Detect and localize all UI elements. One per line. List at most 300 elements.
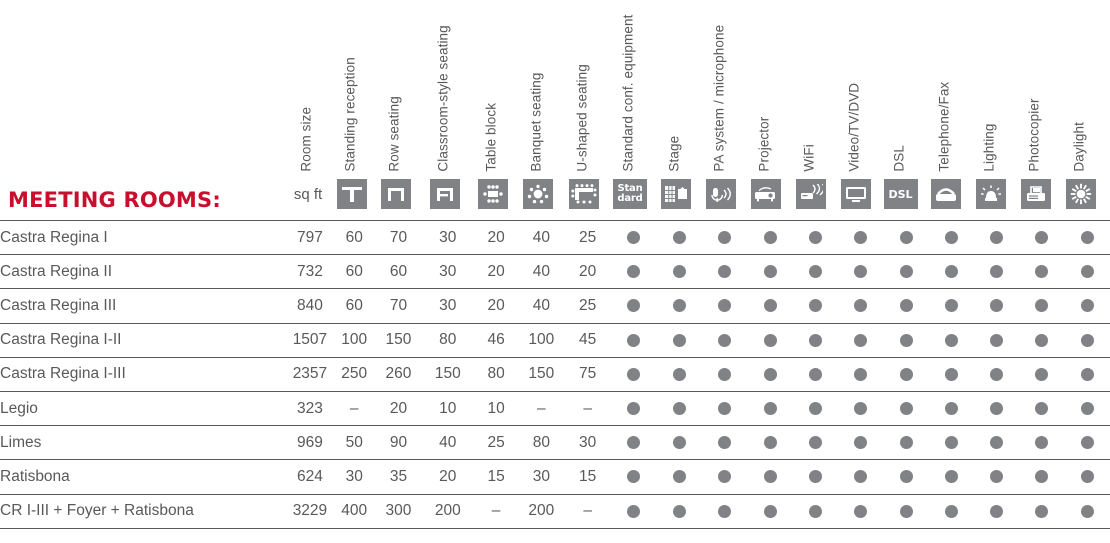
feature-dot-icon (1035, 368, 1048, 381)
cell-lighting (974, 391, 1019, 425)
cell-wifi (793, 460, 838, 494)
table-row (0, 255, 1110, 289)
cell-classroom: 30 (422, 221, 474, 255)
cell-standing: 60 (333, 221, 375, 255)
cell-wifi (793, 323, 838, 357)
cell-video (838, 391, 883, 425)
table-row (0, 289, 1110, 323)
feature-dot-icon (764, 368, 777, 381)
feature-dot-icon (1081, 470, 1094, 483)
room-name-cell: Castra Regina III (0, 289, 287, 323)
cell-phonefax (929, 289, 974, 323)
feature-dot-icon (900, 368, 913, 381)
cell-photocopier (1019, 323, 1064, 357)
cell-standing: – (333, 391, 375, 425)
cell-standing: 100 (333, 323, 375, 357)
cell-row: 60 (375, 255, 421, 289)
cell-pa (702, 494, 747, 528)
cell-classroom: 80 (422, 323, 474, 357)
cell-phonefax (929, 357, 974, 391)
room-name-cell: Castra Regina I-III (0, 357, 287, 391)
table-block-icon (478, 179, 508, 209)
cell-tableblock: 80 (474, 357, 518, 391)
cell-lighting (974, 221, 1019, 255)
feature-dot-icon (627, 299, 640, 312)
dsl-icon: DSL (884, 179, 918, 209)
cell-banquet: 30 (518, 460, 564, 494)
feature-dot-icon (900, 299, 913, 312)
feature-dot-icon (990, 334, 1003, 347)
table-row (0, 426, 1110, 460)
feature-dot-icon (945, 402, 958, 415)
cell-dsl (883, 391, 928, 425)
cell-daylight (1065, 391, 1110, 425)
feature-dot-icon (627, 265, 640, 278)
feature-dot-icon (627, 334, 640, 347)
cell-tableblock: 10 (474, 391, 518, 425)
cell-wifi (793, 391, 838, 425)
cell-wifi (793, 357, 838, 391)
telephone-fax-icon (931, 179, 961, 209)
cell-video (838, 426, 883, 460)
column-label-lighting: Lighting (981, 123, 997, 172)
feature-dot-icon (718, 334, 731, 347)
room-name-cell: Ratisbona (0, 460, 287, 494)
feature-dot-icon (673, 505, 686, 518)
cell-phonefax (929, 255, 974, 289)
feature-dot-icon (809, 265, 822, 278)
feature-dot-icon (764, 231, 777, 244)
cell-banquet: – (518, 391, 564, 425)
feature-dot-icon (673, 436, 686, 449)
table-row (0, 460, 1110, 494)
cell-row: 260 (375, 357, 421, 391)
cell-sqft: 840 (287, 289, 333, 323)
feature-dot-icon (673, 470, 686, 483)
column-icon-cell-photocopier (1013, 174, 1058, 214)
cell-lighting (974, 289, 1019, 323)
table-row (0, 357, 1110, 391)
cell-pa (702, 357, 747, 391)
cell-stdconf (611, 460, 657, 494)
feature-dot-icon (900, 265, 913, 278)
cell-video (838, 289, 883, 323)
feature-dot-icon (673, 299, 686, 312)
cell-photocopier (1019, 357, 1064, 391)
feature-dot-icon (990, 436, 1003, 449)
daylight-icon (1066, 179, 1096, 209)
table-row (0, 221, 1110, 255)
feature-dot-icon (673, 231, 686, 244)
cell-stage (657, 426, 702, 460)
column-icon-cell-daylight (1058, 174, 1103, 214)
cell-video (838, 494, 883, 528)
column-label-ushaped: U-shaped seating (574, 64, 590, 172)
feature-dot-icon (945, 334, 958, 347)
cell-stdconf (611, 426, 657, 460)
cell-standing: 60 (333, 255, 375, 289)
feature-dot-icon (809, 368, 822, 381)
cell-sqft: 3229 (287, 494, 333, 528)
cell-dsl (883, 289, 928, 323)
cell-ushaped: 75 (565, 357, 611, 391)
feature-dot-icon (764, 436, 777, 449)
feature-dot-icon (854, 231, 867, 244)
row-seating-icon (381, 179, 411, 209)
feature-dot-icon (809, 505, 822, 518)
cell-stdconf (611, 221, 657, 255)
column-icon-cell-stage (653, 174, 698, 214)
cell-photocopier (1019, 391, 1064, 425)
feature-dot-icon (718, 265, 731, 278)
feature-dot-icon (673, 368, 686, 381)
column-icon-cell-dsl (878, 174, 923, 214)
cell-lighting (974, 460, 1019, 494)
feature-dot-icon (718, 436, 731, 449)
column-label-dsl: DSL (891, 145, 907, 172)
cell-projector (748, 460, 793, 494)
cell-stage (657, 494, 702, 528)
cell-tableblock: 15 (474, 460, 518, 494)
cell-ushaped: 45 (565, 323, 611, 357)
cell-photocopier (1019, 494, 1064, 528)
feature-dot-icon (673, 402, 686, 415)
cell-lighting (974, 494, 1019, 528)
cell-tableblock: 20 (474, 255, 518, 289)
cell-phonefax (929, 323, 974, 357)
feature-dot-icon (1035, 470, 1048, 483)
cell-banquet: 80 (518, 426, 564, 460)
cell-stdconf (611, 323, 657, 357)
cell-dsl (883, 357, 928, 391)
cell-ushaped: 15 (565, 460, 611, 494)
feature-dot-icon (718, 299, 731, 312)
column-label-banquet: Banquet seating (528, 72, 544, 172)
cell-wifi (793, 494, 838, 528)
cell-projector (748, 494, 793, 528)
feature-dot-icon (627, 470, 640, 483)
feature-dot-icon (900, 436, 913, 449)
column-label-row: Row seating (386, 96, 402, 172)
column-icon-row (0, 174, 1110, 216)
feature-dot-icon (900, 505, 913, 518)
column-icon-cell-stdconf (607, 174, 653, 214)
cell-photocopier (1019, 255, 1064, 289)
cell-ushaped: 30 (565, 426, 611, 460)
cell-sqft: 969 (287, 426, 333, 460)
cell-dsl (883, 255, 928, 289)
feature-dot-icon (990, 231, 1003, 244)
cell-sqft: 797 (287, 221, 333, 255)
column-label-wifi: WiFi (801, 144, 817, 172)
column-label-video: Video/TV/DVD (846, 83, 862, 172)
feature-dot-icon (854, 470, 867, 483)
feature-dot-icon (1081, 505, 1094, 518)
photocopier-icon (1021, 179, 1051, 209)
feature-dot-icon (627, 368, 640, 381)
cell-ushaped: 20 (565, 255, 611, 289)
wifi-icon (796, 179, 826, 209)
room-name-cell: CR I-III + Foyer + Ratisbona (0, 494, 287, 528)
column-label-projector: Projector (756, 117, 772, 172)
feature-dot-icon (809, 334, 822, 347)
cell-row: 150 (375, 323, 421, 357)
cell-daylight (1065, 460, 1110, 494)
column-icon-cell-ushaped (561, 174, 607, 214)
feature-dot-icon (1035, 436, 1048, 449)
column-label-stdconf: Standard conf. equipment (620, 14, 636, 172)
column-icon-cell-projector (743, 174, 788, 214)
cell-stdconf (611, 494, 657, 528)
cell-ushaped: – (565, 391, 611, 425)
cell-banquet: 150 (518, 357, 564, 391)
cell-dsl (883, 460, 928, 494)
cell-classroom: 40 (422, 426, 474, 460)
feature-dot-icon (854, 334, 867, 347)
cell-classroom: 10 (422, 391, 474, 425)
cell-projector (748, 289, 793, 323)
cell-wifi (793, 289, 838, 323)
feature-dot-icon (990, 265, 1003, 278)
feature-dot-icon (764, 470, 777, 483)
cell-dsl (883, 494, 928, 528)
cell-dsl (883, 426, 928, 460)
feature-dot-icon (809, 231, 822, 244)
feature-dot-icon (673, 265, 686, 278)
cell-row: 20 (375, 391, 421, 425)
table-header (0, 0, 1110, 220)
feature-dot-icon (990, 470, 1003, 483)
feature-dot-icon (718, 402, 731, 415)
cell-lighting (974, 426, 1019, 460)
cell-stdconf (611, 357, 657, 391)
column-icon-cell-lighting (968, 174, 1013, 214)
column-label-photocopier: Photocopier (1026, 98, 1042, 172)
feature-dot-icon (764, 334, 777, 347)
column-label-pa: PA system / microphone (711, 25, 727, 172)
cell-stage (657, 221, 702, 255)
cell-daylight (1065, 323, 1110, 357)
column-icon-cell-tableblock (471, 174, 515, 214)
cell-row: 35 (375, 460, 421, 494)
cell-row: 90 (375, 426, 421, 460)
cell-daylight (1065, 289, 1110, 323)
cell-stage (657, 357, 702, 391)
cell-wifi (793, 221, 838, 255)
cell-stage (657, 255, 702, 289)
cell-pa (702, 323, 747, 357)
feature-dot-icon (1081, 299, 1094, 312)
column-icon-cell-classroom (419, 174, 471, 214)
cell-banquet: 200 (518, 494, 564, 528)
cell-video (838, 460, 883, 494)
cell-pa (702, 255, 747, 289)
cell-daylight (1065, 255, 1110, 289)
cell-standing: 400 (333, 494, 375, 528)
table-row (0, 494, 1110, 528)
column-icon-cell-sqft (285, 174, 331, 214)
cell-sqft: 2357 (287, 357, 333, 391)
cell-wifi (793, 426, 838, 460)
cell-tableblock: – (474, 494, 518, 528)
feature-dot-icon (854, 265, 867, 278)
cell-tableblock: 25 (474, 426, 518, 460)
classroom-seating-icon (430, 179, 460, 209)
feature-dot-icon (990, 402, 1003, 415)
cell-standing: 30 (333, 460, 375, 494)
cell-banquet: 40 (518, 289, 564, 323)
stage-icon (661, 179, 691, 209)
cell-video (838, 323, 883, 357)
cell-photocopier (1019, 460, 1064, 494)
cell-stage (657, 391, 702, 425)
cell-stage (657, 289, 702, 323)
cell-video (838, 255, 883, 289)
column-label-stage: Stage (666, 136, 682, 172)
monitor-icon (841, 179, 871, 209)
cell-banquet: 40 (518, 221, 564, 255)
banquet-seating-icon (523, 179, 553, 209)
cell-stdconf (611, 255, 657, 289)
feature-dot-icon (1081, 368, 1094, 381)
cell-wifi (793, 255, 838, 289)
feature-dot-icon (718, 470, 731, 483)
feature-dot-icon (718, 505, 731, 518)
column-label-sqft: Room size (298, 107, 314, 172)
feature-dot-icon (990, 299, 1003, 312)
column-icon-cell-banquet (515, 174, 561, 214)
cell-classroom: 200 (422, 494, 474, 528)
cell-sqft: 1507 (287, 323, 333, 357)
feature-dot-icon (1081, 265, 1094, 278)
cell-video (838, 221, 883, 255)
cell-daylight (1065, 357, 1110, 391)
column-label-tableblock: Table block (483, 103, 499, 172)
feature-dot-icon (718, 231, 731, 244)
feature-dot-icon (854, 299, 867, 312)
cell-classroom: 20 (422, 460, 474, 494)
cell-video (838, 357, 883, 391)
feature-dot-icon (809, 436, 822, 449)
feature-dot-icon (900, 231, 913, 244)
cell-phonefax (929, 460, 974, 494)
cell-stage (657, 460, 702, 494)
cell-ushaped: 25 (565, 221, 611, 255)
feature-dot-icon (945, 368, 958, 381)
standard-conf-equipment-icon (613, 179, 647, 209)
cell-sqft: 624 (287, 460, 333, 494)
cell-lighting (974, 255, 1019, 289)
column-icon-cell-standing (331, 174, 373, 214)
cell-sqft: 323 (287, 391, 333, 425)
feature-dot-icon (718, 368, 731, 381)
cell-row: 300 (375, 494, 421, 528)
feature-dot-icon (1081, 334, 1094, 347)
feature-dot-icon (809, 402, 822, 415)
column-icon-cell-wifi (788, 174, 833, 214)
column-icon-cell-pa (698, 174, 743, 214)
cell-ushaped: 25 (565, 289, 611, 323)
column-label-classroom: Classroom-style seating (435, 25, 451, 172)
room-name-cell: Castra Regina I (0, 221, 287, 255)
cell-ushaped: – (565, 494, 611, 528)
feature-dot-icon (1035, 334, 1048, 347)
standing-reception-icon (337, 179, 367, 209)
cell-pa (702, 289, 747, 323)
cell-lighting (974, 357, 1019, 391)
feature-dot-icon (1035, 265, 1048, 278)
feature-dot-icon (627, 436, 640, 449)
rooms-table (0, 220, 1110, 529)
feature-dot-icon (854, 368, 867, 381)
cell-phonefax (929, 221, 974, 255)
standard-icon-line-1: Stan (617, 183, 643, 194)
feature-dot-icon (764, 505, 777, 518)
cell-photocopier (1019, 221, 1064, 255)
feature-dot-icon (764, 299, 777, 312)
column-icon-cell-phonefax (923, 174, 968, 214)
cell-phonefax (929, 426, 974, 460)
feature-dot-icon (900, 470, 913, 483)
cell-sqft: 732 (287, 255, 333, 289)
feature-dot-icon (945, 299, 958, 312)
feature-dot-icon (854, 402, 867, 415)
feature-dot-icon (1035, 299, 1048, 312)
feature-dot-icon (627, 402, 640, 415)
feature-dot-icon (990, 505, 1003, 518)
cell-classroom: 30 (422, 255, 474, 289)
feature-dot-icon (945, 265, 958, 278)
page-title: MEETING ROOMS: (8, 188, 221, 212)
feature-dot-icon (627, 505, 640, 518)
feature-dot-icon (900, 402, 913, 415)
cell-row: 70 (375, 221, 421, 255)
feature-dot-icon (990, 368, 1003, 381)
cell-pa (702, 391, 747, 425)
feature-dot-icon (764, 402, 777, 415)
feature-dot-icon (673, 334, 686, 347)
feature-dot-icon (809, 299, 822, 312)
feature-dot-icon (1081, 436, 1094, 449)
cell-classroom: 150 (422, 357, 474, 391)
cell-projector (748, 391, 793, 425)
room-name-cell: Legio (0, 391, 287, 425)
feature-dot-icon (627, 231, 640, 244)
sqft-unit-label: sq ft (293, 185, 323, 203)
cell-banquet: 100 (518, 323, 564, 357)
feature-dot-icon (945, 436, 958, 449)
feature-dot-icon (764, 265, 777, 278)
cell-photocopier (1019, 289, 1064, 323)
cell-standing: 50 (333, 426, 375, 460)
cell-tableblock: 46 (474, 323, 518, 357)
feature-dot-icon (945, 470, 958, 483)
cell-banquet: 40 (518, 255, 564, 289)
cell-pa (702, 221, 747, 255)
u-shaped-seating-icon (569, 179, 599, 209)
column-label-phonefax: Telephone/Fax (936, 82, 952, 172)
cell-dsl (883, 221, 928, 255)
cell-standing: 250 (333, 357, 375, 391)
feature-dot-icon (809, 470, 822, 483)
cell-stage (657, 323, 702, 357)
cell-projector (748, 323, 793, 357)
cell-stdconf (611, 289, 657, 323)
cell-daylight (1065, 494, 1110, 528)
lighting-icon (976, 179, 1006, 209)
column-icon-cell-row (373, 174, 419, 214)
cell-tableblock: 20 (474, 289, 518, 323)
